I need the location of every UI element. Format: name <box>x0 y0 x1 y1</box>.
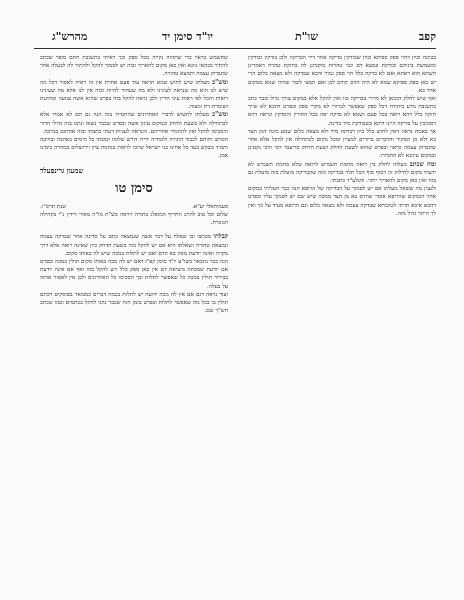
page-number: קפב <box>418 30 436 43</box>
paragraph-text: מעלתו לחלק בין רואה מחמת תשמיש לרואה שלא מחמת תשמיש לא ידעתי מקום לחילוק זה דסוף סוף הכל תלוי בבדיקה ומה שהבדיקה מועלת בזה מועלת גם בזה ואין כאן מקום להאריך יותר. והנלע"ד כתבתי. <box>248 161 436 185</box>
paragraph: אך באמת נראה דאין לחוש כלל כיון דבדקה מיד ולא מצאה כלום שמע מינה דמן הצד בא ולא מן המקור והדברים ברורים למעיין ומכל מקום לכתחילה אין להקל אלא אחר שתבדוק עצמה כראוי ובפרט שהוא לשעת הדחק ושעת הדחק כדיעבד דמי והכי נקטינן ובמקום עיגונא לא החמירו. <box>248 128 436 160</box>
paragraph: הנה כבר נתבאר בשו"ע יו"ד סימן קפ"ז דאם יש לה מכה באותו מקום תולין במכה ובפרט אם יודעת שמכתה מוציאה דם אין כאן ספק כלל ויש להקל בזה ואף אם אינה יודעת בבירור תולין במכה כל שאפשר לתלות וכך הסכימו כל האחרונים ולכן אין לאסור אותה על בעלה. <box>40 259 228 290</box>
commentary-title: מהרש"ג <box>52 30 88 43</box>
paragraph <box>248 161 436 186</box>
paragraph-lead: ומש"כ <box>212 111 228 119</box>
paragraph <box>40 111 228 136</box>
paragraph: ועוד נראה דגם אם אין לה מכה ידועה יש לתלות בכמה דברים כמבואר בפוסקים דכתם תולין בו בכל מה שאפשר לתלות ובפרט בזמן הזה שכבר נהגו להקל בכתמים וכמו שכתב הש"ך שם. <box>40 291 228 315</box>
paragraph <box>40 79 228 112</box>
letter-year: שנת תרס"ו. <box>40 203 67 210</box>
header-rule <box>34 48 436 49</box>
paragraph-text: מעלתו לחשוש לדברי האחרונים שהחמירו בזה הנה גם הם לא אמרו אלא לכתחילה ולא בשעת הדחק ובמקום עיגון אשה ובפרט שכבר נשאו ונתנו בזה גדולי הדור והסכימו להקל ואין להחמיר אחריהם. והנראה לעניות דעתי כתבתי ובזה אחתום בברכה. <box>40 112 228 135</box>
letter-address <box>40 203 228 228</box>
paragraph-text: מעלתו שיש לחוש שמא תראה עוד פעם אחרת אין זה ראיה לאסור דכל מה שיש לנו הוא מה שנראה לעינינו ולא מה שעתיד להיות ובזה אין לנו אלא מה שעינינו רואות והכל לפי ראות עיני הדיין ולכן נראה להקל בזה בפרט שהיא אשה צנועה ומהוגנת ושומרת דת ומצוה. <box>40 79 228 111</box>
letter-place: סעמיהאלי יע"א. <box>192 203 228 210</box>
signature: שמעון גרינפעלד <box>40 165 84 175</box>
paragraph-lead: ומש"כ <box>212 78 228 86</box>
paragraph: ולענין מה ששאל מעלתו אם יש לסמוך על הבדיקה של הרופא הנה כבר העליתי במקום אחר דבמקום שהרופא אומר שהדם בא מן הצד ממכה שיש שם יש לסמוך עליו ובפרט דהכא איכא תרתי לטיבותא שבדקה עצמה ולא מצאה כלום וגם הרופא מעיד על כך ואין לך היתר גדול מזה. <box>248 186 436 217</box>
paragraph: הכותב וחותם לכבוד התורה ולומדיה ידידו דורש שלומו וטובתו כל הימים באהבה ובחיבה ותמיד מבקש בעד כל אחינו בני ישראל שיזכו לראות בנחמת ציון וירושלים במהרה בימינו אמן. <box>40 137 228 160</box>
siman-heading: סימן טו <box>115 180 153 196</box>
paragraph <box>40 233 228 258</box>
book-title: שו"ת <box>294 30 318 43</box>
paragraph-text: מכתבו ובו שאלה על דבר אשה שנמצאה כתם על סדינה אחר שבדקה עצמה ונמצאת טהורה ושאלתו היא אם יש להקל בזה בשעת הדחק כיון שאינה רואה אלא דרך מקרה ואינה יודעת מאין בא הדם ואם יש לתלות במכה שיש לה באותו מקום. <box>40 234 228 257</box>
paragraph-lead: קבלתי <box>213 233 228 241</box>
section-reference: יו"ד סימן יד <box>162 30 214 43</box>
left-column <box>40 54 228 574</box>
paragraph: בכוונה וכיון דהוי ספק ספיקא וכיון שבודקין בדיקה אחר דיר הבדיקה ולכן בודקין ובודקין ומשמשת ביניהם ובודקת ונמצא דם וגבי טהרות מוקמינן לה בחזקת טהרה דאמרינן השתא הוא דאתא ואם לא בדקה כלל הוי ספק גמור והכא שבדקה ולא מצאה כלום הרי יש כאן ספק ספיקא שמא לא היה הדם קודם לכן ואם תמצי לומר שהיה שמא ממקום אחר בא. <box>248 55 436 94</box>
right-column <box>248 54 436 574</box>
paragraph: שתשמש כראוי כדי שתהיה נקייה מכל ספק וכך ראיתי בתשובת חתם סופר שכתב להתיר בכהאי גוונא ואין כאן מקום להאריך ובזה יש לסמוך להקל ולהתיר לה לבעלה אחר שתבדוק עצמה ותמצא טהורה. <box>40 55 228 78</box>
paragraph: ואף שיש לחלק דבכאן לא מיירי בבדיקה כזו ואין להקל אלא במקום צורך גדול וכבר כתב בתשובת נודע ביהודה דכל ספק שאפשר לברורי לא מקרי ספק ובפרט דהכא לא שייך חזקה כלל דהא רואה בכל פעם ושמא לא בדקה יפה בכל החורין והסדקין ונראה דהא דסומכין על בדיקה היינו דוקא כשבודקת מיד כדינה. <box>248 96 436 127</box>
running-header <box>34 30 436 46</box>
letter-recipient: שלום וכל טוב להרב החריף המופלג בתורה ויראה כש"ת מו"ה מאיר זיידין נ"י בקהילה הנזכרת. <box>40 212 228 227</box>
paragraph-lead: ומה שכתב <box>409 160 436 168</box>
